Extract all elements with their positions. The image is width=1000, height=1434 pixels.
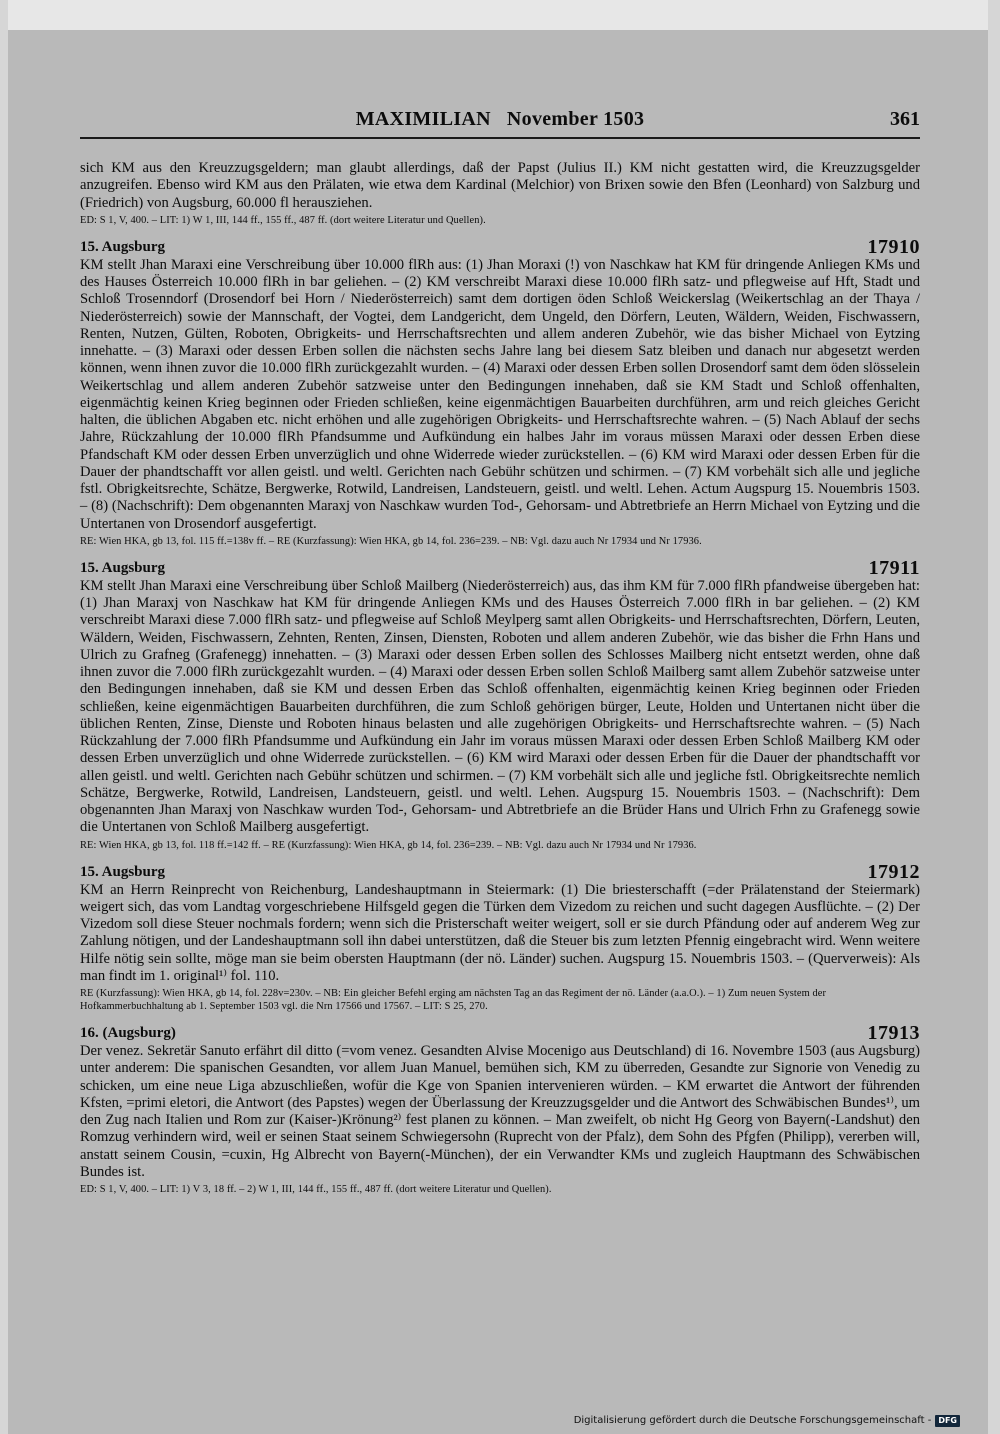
- entry-text: KM stellt Jhan Maraxi eine Verschreibung über 10.000 flRh aus: (1) Jhan Moraxi (!) von Naschkaw hat KM für dringende Anliegen KMs und des Hauses Österreich 10.000 flRh in bar geliehen. – (2) KM verschreibt Maraxi diese 10.000 flRh satz- und pflegweise auf Hft, Stadt und Schloß Trosenndorf (Drosendorf bei Horn / Niederösterreich) samt dem dortigen öden Schloß Weickerslag (Weikertschlag an der Thaya / Niederösterreich) sowie der Mannschaft, der Vogtei, dem Landgericht, dem Ungeld, den Dörfern, Leuten, Wäldern, Weiden, Fischwassern, Renten, Nutzen, Gülten, Roboten, Obrigkeits- und Herrschaftsrechten und allem anderen Zubehör, wie das bisher Michael von Eytzing innehatte. – (3) Maraxi oder dessen Erben sollen die nächsten sechs Jahre lang bei diesem Satz bleiben und danach nur abgesetzt werden können, wenn ihnen zuvor die 10.000 flRh zurückgezahlt wurden. – (4) Maraxi oder dessen Erben sollen Drosendorf samt dem öden slösselein Weikertschlag und allem anderen Zubehör satzweise unter den Bedingungen innehaben, daß sie KM Stadt und Schloß offenhalten, eigenmächtig keinen Krieg beginnen oder Frieden schließen, keine eigenmächtigen Bauarbeiten durchführen, arm und reich gleiches Gericht halten, die üblichen Abgaben etc. nicht erhöhen und alle zugehörigen Obrigkeits- und Herrschaftsrechte wahren. – (5) Nach Ablauf der sechs Jahre, Rückzahlung der 10.000 flRh Pfandsumme und Aufkündung ein halbes Jahr im voraus müssen Maraxi oder dessen Erben diese Pfandschaft KM oder dessen Erben unverzüglich und ohne Widerrede wieder zurückstellen. – (6) KM wird Maraxi oder dessen Erben für die Dauer der phandtschafft vor allen geistl. und weltl. Gerichten nach Gebühr schützen und schirmen. – (7) KM vorbehält sich alle und jegliche fstl. Obrigkeitsrechte, Schätze, Bergwerke, Rotwild, Landreisen, Landsteuern, geistl. und weltl. Lehen. Actum Augspurg 15. Nouembris 1503. – (8) (Nachschrift): Dem obgenannten Maraxj von Naschkaw wurden Tod-, Gehorsam- und Abtretbriefe an Herrn Michael von Eytzing und die Untertanen von Drosendorf ausgefertigt.: [80, 256, 920, 532]
- entry-date: 15. Augsburg: [80, 863, 166, 880]
- scan-edge-left: [0, 0, 8, 1434]
- entry-number: 17910: [867, 235, 920, 258]
- entry-date: 16. (Augsburg): [80, 1025, 176, 1041]
- page-content: [80, 160, 920, 1196]
- entry-17910: [80, 235, 920, 548]
- footer-text: Digitalisierung gefördert durch die Deutsche Forschungsgemeinschaft -: [573, 1415, 932, 1426]
- entry-header: [80, 556, 920, 579]
- header-rule: [80, 137, 920, 139]
- intro-text: sich KM aus den Kreuzzugsgeldern; man glaubt allerdings, daß der Papst (Julius II.) KM nicht gestatten wird, die Kreuzzugsgelder anzugreifen. Ebenso wird KM aus den Prälaten, wie etwa dem Kardinal (Melchior) von Brixen sowie den Bfen (Leonhard) von Salzburg und (Friedrich) von Augsburg, 60.000 fl herausziehen.: [80, 160, 920, 211]
- dfg-footer: [574, 1414, 960, 1428]
- entry-number: 17911: [868, 556, 920, 579]
- entry-ref: ED: S 1, V, 400. – LIT: 1) V 3, 18 ff. – 2) W 1, III, 144 ff., 155 ff., 487 ff. (dort weitere Literatur und Quellen).: [80, 1184, 552, 1195]
- entry-date: 15. Augsburg: [80, 238, 166, 255]
- entry-ref: RE: Wien HKA, gb 13, fol. 118 ff.=142 ff. – RE (Kurzfassung): Wien HKA, gb 14, fol. 236=239. – NB: Vgl. dazu auch Nr 17934 und Nr 17936.: [80, 839, 697, 851]
- entry-date: 15. Augsburg: [80, 559, 166, 576]
- page-number: 361: [890, 108, 920, 130]
- entry-17912: [80, 860, 920, 1014]
- entry-ref: RE (Kurzfassung): Wien HKA, gb 14, fol. 228v=230v. – NB: Ein gleicher Befehl erging am nächsten Tag an das Regiment der nö. Länder (a.a.O.). – 1) Zum neuen System der Hofkammerbuchhaltung ab 1. September 1503 vgl. die Nrn 17566 und 17567. – LIT: S 25, 270.: [80, 988, 827, 1012]
- entry-17913: [80, 1024, 920, 1196]
- intro-continuation: [80, 160, 920, 227]
- entry-text: KM stellt Jhan Maraxi eine Verschreibung über Schloß Mailberg (Niederösterreich) aus, das ihm KM für 7.000 flRh pfandweise übergeben hat: (1) Jhan Maraxj von Naschkaw hat KM für dringende Anliegen KMs und des Hauses Österreich 7.000 flRh in bar geliehen. – (2) KM verschreibt Maraxi diese 7.000 flRh satz- und pflegweise auf Schloß Meylperg samt allen Obrigkeits- und Herrschaftsrechten, Dörfern, Leuten, Wäldern, Weiden, Fischwassern, Zehnten, Renten, Zinsen, Diensten, Roboten und allem anderen Zubehör, wie das bisher die Frhn Hans und Ulrich zu Grafneg (Grafenegg) innehatten. – (3) Maraxi oder dessen Erben sollen des Schlosses Mailberg nicht entsetzt werden, ohne daß ihnen zuvor die 7.000 flRh zurückgezahlt wurden. – (4) Maraxi oder dessen Erben sollen Schloß Mailberg samt allem Zubehör satzweise unter den Bedingungen innehaben, daß sie KM und dessen Erben das Schloß offenhalten, eigenmächtig keinen Krieg beginnen oder Frieden schließen, keine eigenmächtigen Bauarbeiten durchführen, die zum Schloß gehörigen bürger, Leute, Holden und Untertanen nicht über die üblichen Renten, Zinse, Dienste und Roboten hinaus belasten und alle zugehörigen Obrigkeits- und Herrschaftsrechte wahren. – (5) Nach Rückzahlung der 7.000 flRh Pfandsumme und Aufkündung ein Jahr im voraus müssen Maraxi oder dessen Erben Schloß Mailberg KM oder dessen Erben unverzüglich und ohne Widerrede zurückstellen. – (6) KM wird Maraxi oder dessen Erben für die Dauer der phandtschafft vor allen geistl. und weltl. Gerichten nach Gebühr schützen und schirmen. – (7) KM vorbehält sich alle und jegliche fstl. Obrigkeitsrechte nemlich Schätze, Bergwerke, Rotwild, Landreisen, Landsteuern, geistl. und weltl. Lehen. Augspurg 15. Nouembris 1503. – (Nachschrift): Dem obgenannten Jhan Maraxj von Naschkaw wurden Tod-, Gehorsam- und Abtretbriefe an die Brüder Hans und Ulrich Frhn zu Grafenegg sowie die Untertanen von Schloß Mailberg ausgefertigt.: [80, 577, 920, 836]
- intro-ref: ED: S 1, V, 400. – LIT: 1) W 1, III, 144 ff., 155 ff., 487 ff. (dort weitere Literatur und Quellen).: [80, 214, 486, 226]
- entry-text: KM an Herrn Reinprecht von Reichenburg, Landeshauptmann in Steiermark: (1) Die briesterschafft (=der Prälatenstand der Steiermark) weigert sich, das vom Landtag vorgeschriebene Hilfsgeld gegen die Türken dem Vizedom zu reichen und sucht dagegen Ausflüchte. – (2) Der Vizedom soll diese Steuer nochmals fordern; wenn sich die Pristerschaft weiter weigert, soll er sie durch Pfändung oder auf anderem Weg zur Zahlung nötigen, und der Landeshauptmann soll ihn dabei unterstützen, daß die Steuer bis zum letzten Pfennig eingebracht wird. Wenn weitere Hilfe nötig sein sollte, möge man sie beim obersten Hauptmann (der nö. Länder) suchen. Augspurg 15. Nouembris 1503. – (Querverweis): Als man findt im 1. original¹⁾ fol. 110.: [80, 881, 920, 984]
- entry-header: [80, 860, 920, 883]
- dfg-logo-icon: DFG: [935, 1415, 960, 1427]
- entry-number: 17912: [867, 860, 920, 883]
- running-title-right: November 1503: [506, 108, 645, 130]
- running-head: [80, 104, 920, 136]
- entry-ref: RE: Wien HKA, gb 13, fol. 115 ff.=138v ff. – RE (Kurzfassung): Wien HKA, gb 14, fol. 236=239. – NB: Vgl. dazu auch Nr 17934 und Nr 17936.: [80, 535, 702, 547]
- running-title: [80, 108, 920, 131]
- scan-edge-top: [0, 0, 1000, 30]
- entry-text: Der venez. Sekretär Sanuto erfährt dil ditto (=vom venez. Gesandten Alvise Mocenigo aus Deutschland) di 16. Novembre 1503 (aus Augsburg) unter anderem: Die spanischen Gesandten, vor allem Juan Manuel, bemühen sich, KM zu überreden, Gesandte zur Signorie von Venedig zu schicken, um eine neue Liga abzuschließen, wofür die Kge von Spanien intervenieren würden. – KM erwartet die Antwort der führenden Kfsten, =primi eletori, die Antwort (des Papstes) wegen der Überlassung der Kreuzzugsgelder und die Antwort des Schwäbischen Bundes¹⁾, um den Zug nach Italien und Rom zur (Kaiser-)Krönung²⁾ fest planen zu können. – Man zweifelt, ob nicht Hg Georg von Bayern(-Landshut) den Romzug verhindern wird, weil er seinen Staat seinem Schwiegersohn (Ruprecht von der Pfalz), dem Sohn des Pfgfen (Philipp), vererben will, anstatt seinem Cousin, =cuxin, Hg Albrecht von Bayern(-München), der ein Verwandter KMs und zugleich Hauptmann des Schwäbischen Bundes ist.: [80, 1043, 920, 1180]
- running-title-left: MAXIMILIAN: [355, 108, 491, 130]
- scan-edge-right: [988, 0, 1000, 1434]
- entry-header: [80, 235, 920, 258]
- entry-number: 17913: [867, 1022, 920, 1044]
- entry-17911: [80, 556, 920, 852]
- entry-header: [80, 1024, 920, 1043]
